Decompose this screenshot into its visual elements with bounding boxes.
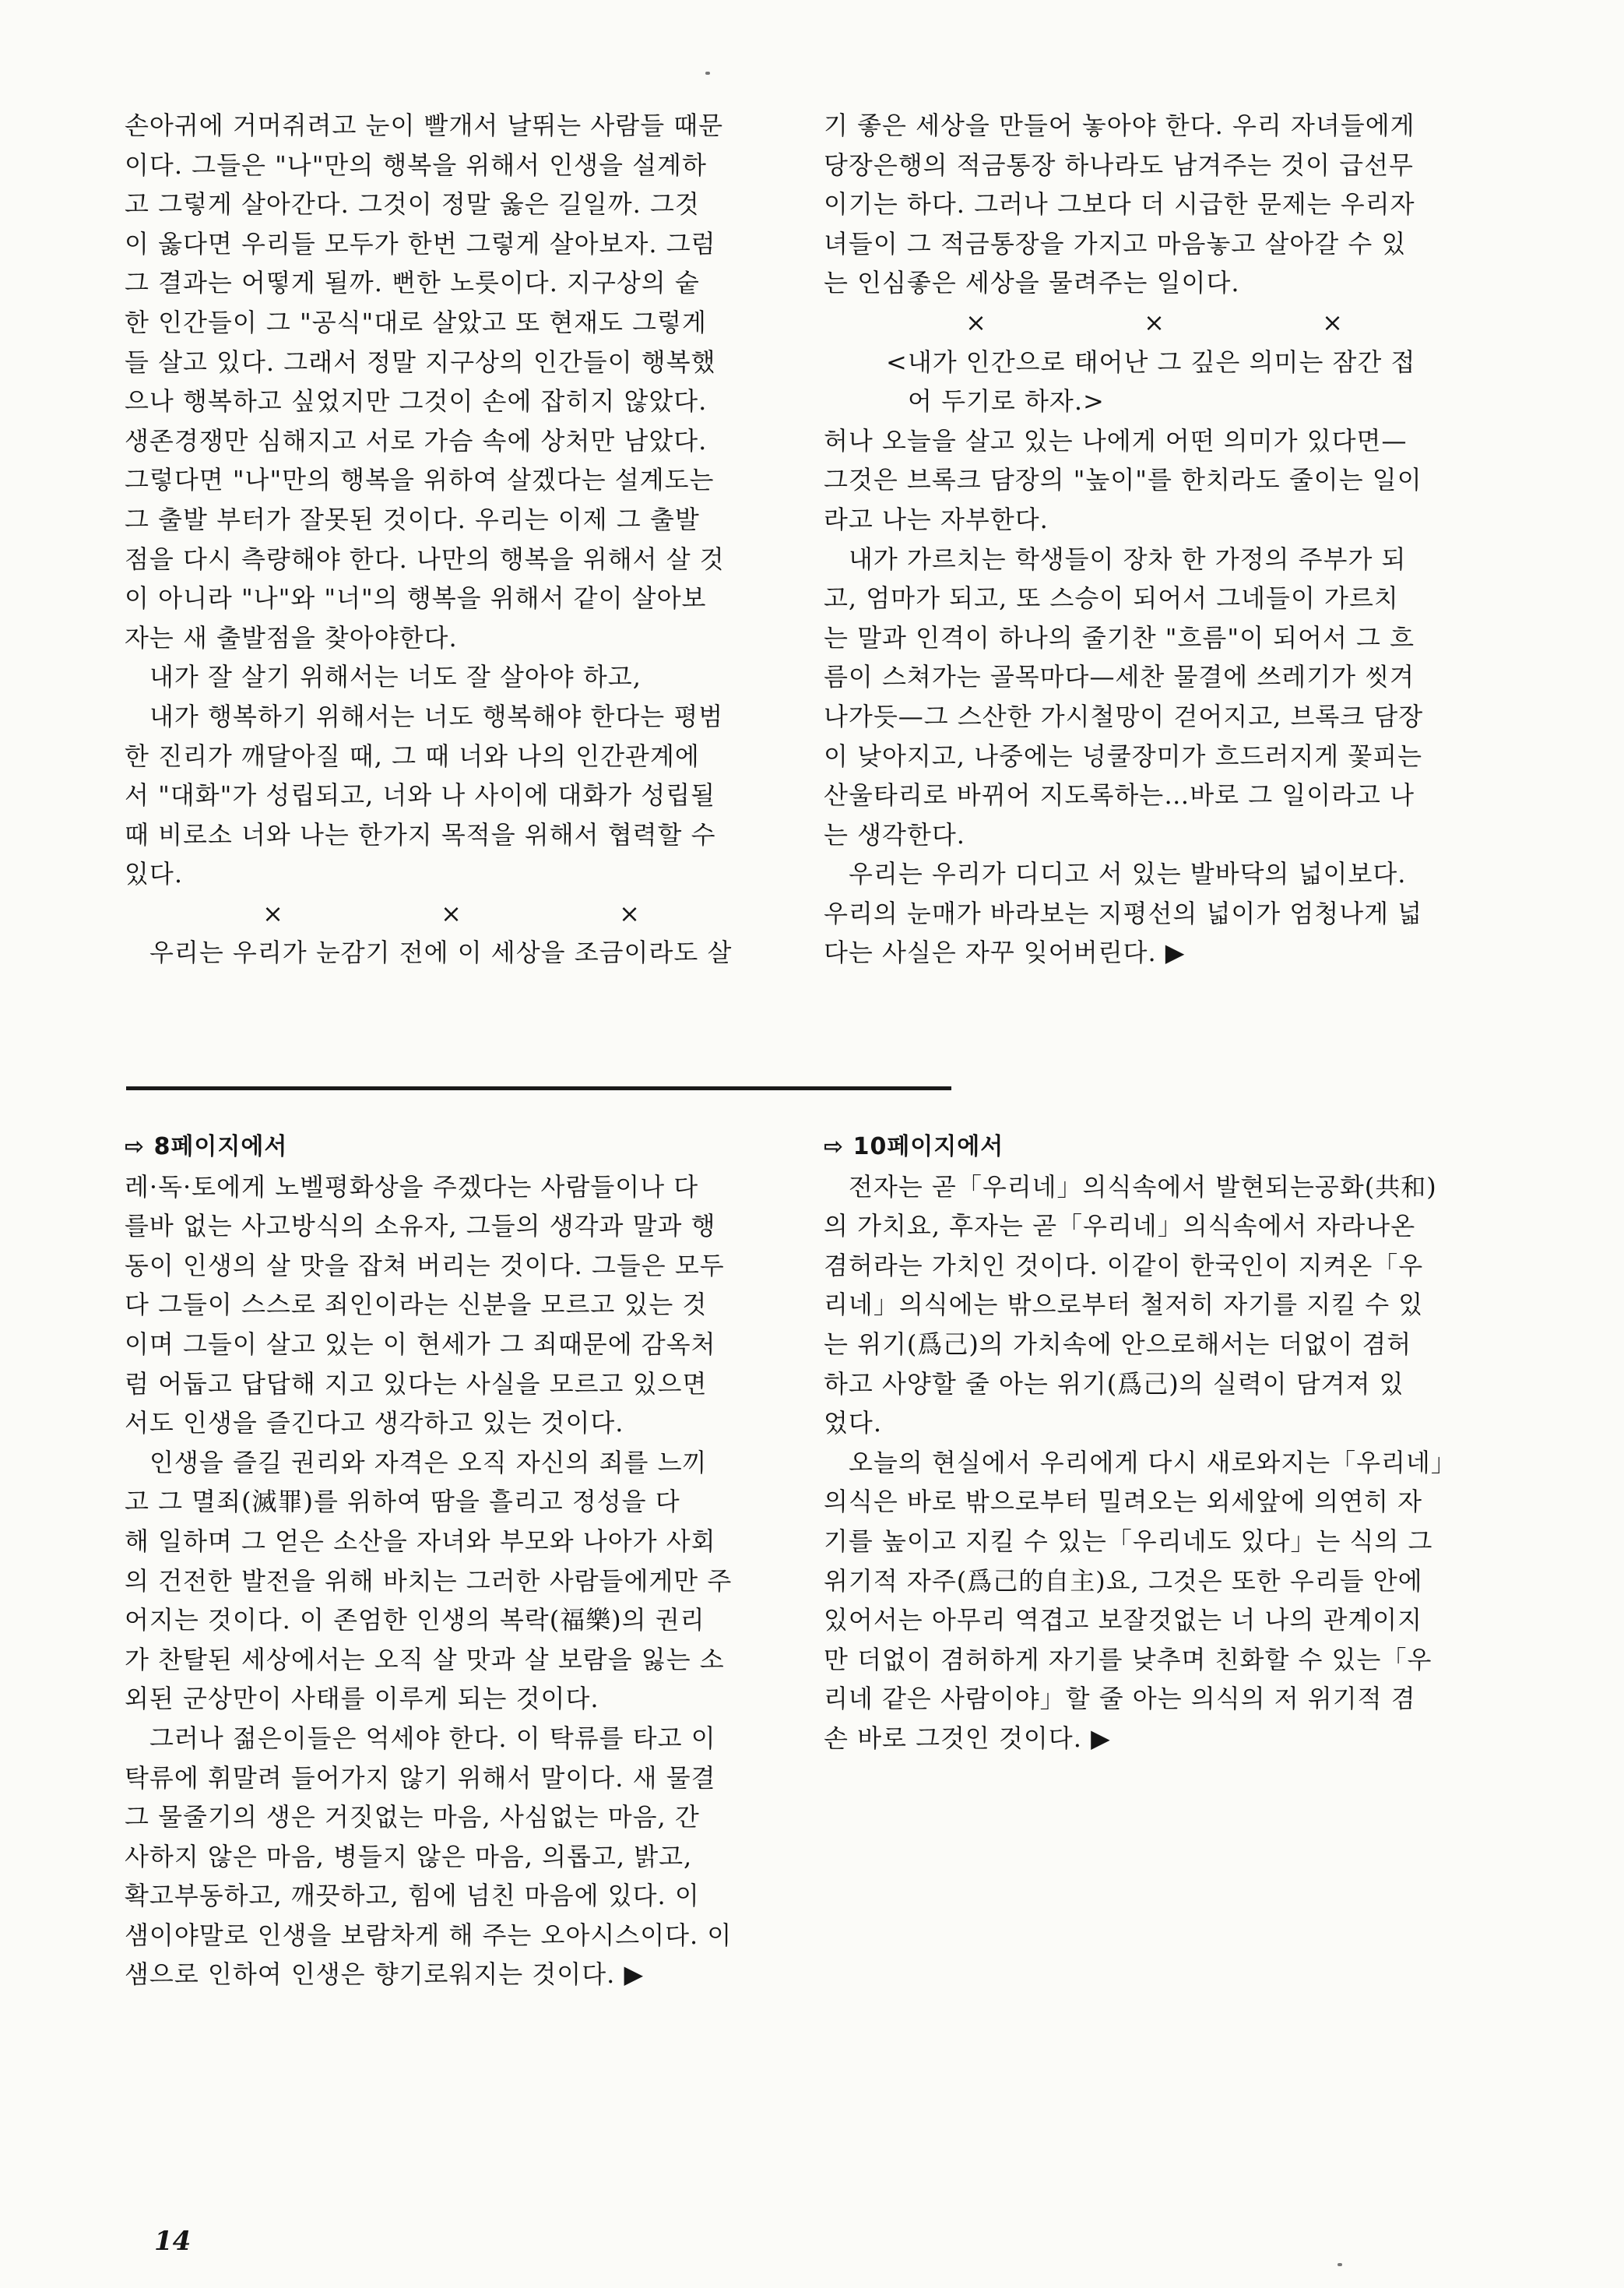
text-line: 서 "대화"가 성립되고, 너와 나 사이에 대화가 성립될	[125, 780, 716, 811]
text-line: 허나 오늘을 살고 있는 나에게 어떤 의미가 있다면—	[824, 425, 1408, 456]
bottom-right-column	[824, 1128, 1485, 1758]
text-line: 럼 어둡고 답답해 지고 있다는 사실을 모르고 있으면	[125, 1368, 708, 1399]
text-line: 이 낮아지고, 나중에는 넝쿨장미가 흐드러지게 꽃피는	[824, 741, 1423, 771]
text-line: 름이 스쳐가는 골목마다—세찬 물결에 쓰레기가 씻겨	[824, 662, 1415, 692]
text-line: <내가 인간으로 태어난 그 깊은 의미는 잠간 접	[886, 347, 1416, 377]
text-line: 샘으로 인하여 인생은 향기로워지는 것이다. ▶	[125, 1959, 645, 1990]
text-line: 의식은 바로 밖으로부터 밀려오는 외세앞에 의연히 자	[824, 1487, 1423, 1517]
text-line: 서도 인생을 즐긴다고 생각하고 있는 것이다.	[125, 1408, 624, 1438]
text-line: 를바 없는 사고방식의 소유자, 그들의 생각과 말과 행	[125, 1211, 716, 1241]
text-line: 내가 잘 살기 위해서는 너도 잘 살아야 하고,	[149, 662, 642, 692]
text-line: 이 옳다면 우리들 모두가 한번 그렇게 살아보자. 그럼	[125, 228, 716, 259]
text-line: 이 아니라 "나"와 "너"의 행복을 위해서 같이 살아보	[125, 583, 707, 614]
text-line: 확고부동하고, 깨끗하고, 힘에 넘친 마음에 있다. 이	[125, 1881, 700, 1911]
text-line: 자는 새 출발점을 찾아야한다.	[125, 622, 458, 653]
text-line: 기를 높이고 지킬 수 있는「우리네도 있다」는 식의 그	[824, 1526, 1433, 1556]
text-line: 어 두기로 하자.>	[908, 386, 1105, 417]
text-line: 고 그렇게 살아간다. 그것이 정말 옳은 길일까. 그것	[125, 189, 700, 220]
text-line: 다 그들이 스스로 죄인이라는 신분을 모르고 있는 것	[125, 1290, 708, 1320]
text-line: 리네」의식에는 밖으로부터 철저히 자기를 지킬 수 있	[824, 1290, 1424, 1320]
text-line: 그 물줄기의 생은 거짓없는 마음, 사심없는 마음, 간	[125, 1802, 700, 1832]
page-number: 14	[154, 2226, 192, 2257]
top-left-column	[125, 106, 779, 973]
text-line: 들 살고 있다. 그래서 정말 지구상의 인간들이 행복했	[125, 347, 716, 377]
text-line: 사하지 않은 마음, 병들지 않은 마음, 의롭고, 밝고,	[125, 1841, 693, 1871]
section-divider	[126, 1086, 951, 1090]
text-line: 때 비로소 너와 나는 한가지 목적을 위해서 협력할 수	[125, 819, 716, 850]
text-line: 하고 사양할 줄 아는 위기(爲己)의 실력이 담겨져 있	[824, 1368, 1404, 1399]
text-line: 고, 엄마가 되고, 또 스승이 되어서 그네들이 가르치	[824, 583, 1399, 614]
text-line: 으나 행복하고 싶었지만 그것이 손에 잡히지 않았다.	[125, 386, 708, 417]
section-break-marks: × × ×	[965, 307, 1344, 337]
text-line: 우리의 눈매가 바라보는 지평선의 넓이가 엄청나게 넓	[824, 898, 1423, 928]
text-line: 그 출발 부터가 잘못된 것이다. 우리는 이제 그 출발	[125, 504, 700, 534]
text-line: 전자는 곧「우리네」의식속에서 발현되는공화(共和)	[849, 1171, 1437, 1202]
text-line: 점을 다시 측량해야 한다. 나만의 행복을 위해서 살 것	[125, 544, 725, 574]
text-line: 샘이야말로 인생을 보람차게 해 주는 오아시스이다. 이	[125, 1920, 733, 1950]
text-line: 해 일하며 그 얻은 소산을 자녀와 부모와 나아가 사회	[125, 1526, 716, 1556]
text-line: 있어서는 아무리 역겹고 보잘것없는 너 나의 관계이지	[824, 1605, 1423, 1635]
text-line: 내가 행복하기 위해서는 너도 행복해야 한다는 평범	[149, 701, 724, 731]
text-line: 었다.	[824, 1408, 882, 1438]
continuation-heading: ⇨ 8페이지에서	[125, 1133, 288, 1160]
text-line: 는 위기(爲己)의 가치속에 안으로해서는 더없이 겸허	[824, 1329, 1412, 1359]
print-speck	[705, 72, 710, 75]
text-line: 다는 사실은 자꾸 잊어버린다. ▶	[824, 938, 1186, 968]
text-line: 이기는 하다. 그러나 그보다 더 시급한 문제는 우리자	[824, 189, 1415, 220]
text-line: 손아귀에 거머쥐려고 눈이 빨개서 날뛰는 사람들 때문	[125, 111, 724, 140]
text-line: 외된 군상만이 사태를 이루게 되는 것이다.	[125, 1684, 599, 1714]
text-line: 위기적 자주(爲己的自主)요, 그것은 또한 우리들 안에	[824, 1565, 1423, 1596]
text-line: 나가듯—그 스산한 가시철망이 걷어지고, 브록크 담장	[824, 701, 1424, 731]
text-line: 우리는 우리가 디디고 서 있는 발바닥의 넓이보다.	[849, 859, 1407, 889]
text-line: 그 결과는 어떻게 될까. 뻔한 노릇이다. 지구상의 숱	[125, 268, 700, 298]
text-line: 탁류에 휘말려 들어가지 않기 위해서 말이다. 새 물결	[125, 1762, 716, 1793]
section-break-marks: × × ×	[262, 898, 641, 928]
top-right-column	[824, 106, 1485, 973]
text-line: 의 건전한 발전을 위해 바치는 그러한 사람들에게만 주	[125, 1565, 733, 1596]
text-line: 라고 나는 자부한다.	[824, 504, 1049, 534]
text-line: 는 인심좋은 세상을 물려주는 일이다.	[824, 268, 1240, 298]
text-line: 생존경쟁만 심해지고 서로 가슴 속에 상처만 남았다.	[125, 425, 708, 456]
text-line: 한 진리가 깨달아질 때, 그 때 너와 나의 인간관계에	[125, 741, 700, 771]
continuation-heading: ⇨ 10페이지에서	[824, 1133, 1004, 1160]
text-line: 는 말과 인격이 하나의 줄기찬 "흐름"이 되어서 그 흐	[824, 622, 1415, 653]
text-line: 있다.	[125, 859, 183, 889]
text-line: 가 찬탈된 세상에서는 오직 살 맛과 살 보람을 잃는 소	[125, 1644, 725, 1674]
bottom-left-column	[125, 1128, 779, 1994]
text-line: 손 바로 그것인 것이다. ▶	[824, 1723, 1111, 1753]
text-line: 리네 같은 사람이야」할 줄 아는 의식의 저 위기적 겸	[824, 1684, 1416, 1714]
text-line: 만 더없이 겸허하게 자기를 낮추며 친화할 수 있는「우	[824, 1644, 1432, 1674]
text-line: 이며 그들이 살고 있는 이 현세가 그 죄때문에 감옥처	[125, 1329, 716, 1359]
text-line: 그것은 브록크 담장의 "높이"를 한치라도 줄이는 일이	[824, 465, 1422, 495]
print-speck	[1338, 2263, 1342, 2266]
text-line: 어지는 것이다. 이 존엄한 인생의 복락(福樂)의 권리	[125, 1605, 705, 1635]
text-line: 는 생각한다.	[824, 819, 965, 850]
text-line: 고 그 멸죄(滅罪)를 위하여 땀을 흘리고 정성을 다	[125, 1487, 680, 1517]
text-line: 산울타리로 바뀌어 지도록하는…바로 그 일이라고 나	[824, 780, 1415, 811]
text-line: 그렇다면 "나"만의 행복을 위하여 살겠다는 설계도는	[125, 465, 715, 495]
text-line: 당장은행의 적금통장 하나라도 남겨주는 것이 급선무	[824, 150, 1414, 180]
text-line: 우리는 우리가 눈감기 전에 이 세상을 조금이라도 살	[149, 938, 733, 968]
text-line: 레·독·토에게 노벨평화상을 주겠다는 사람들이나 다	[125, 1171, 699, 1202]
text-line: 한 인간들이 그 "공식"대로 살았고 또 현재도 그렇게	[125, 307, 707, 337]
text-line: 기 좋은 세상을 만들어 놓아야 한다. 우리 자녀들에게	[824, 111, 1415, 140]
text-line: 의 가치요, 후자는 곧「우리네」의식속에서 자라나온	[824, 1211, 1416, 1241]
text-line: 인생을 즐길 권리와 자격은 오직 자신의 죄를 느끼	[149, 1447, 708, 1477]
text-line: 이다. 그들은 "나"만의 행복을 위해서 인생을 설계하	[125, 150, 707, 180]
text-line: 동이 인생의 살 맛을 잡쳐 버리는 것이다. 그들은 모두	[125, 1250, 725, 1280]
text-line: 내가 가르치는 학생들이 장차 한 가정의 주부가 되	[849, 544, 1407, 574]
text-line: 겸허라는 가치인 것이다. 이같이 한국인이 지켜온「우	[824, 1250, 1424, 1280]
text-line: 오늘의 현실에서 우리에게 다시 새로와지는「우리네」	[849, 1447, 1457, 1477]
text-line: 그러나 젊은이들은 억세야 한다. 이 탁류를 타고 이	[149, 1723, 716, 1753]
text-line: 녀들이 그 적금통장을 가지고 마음놓고 살아갈 수 있	[824, 228, 1407, 259]
